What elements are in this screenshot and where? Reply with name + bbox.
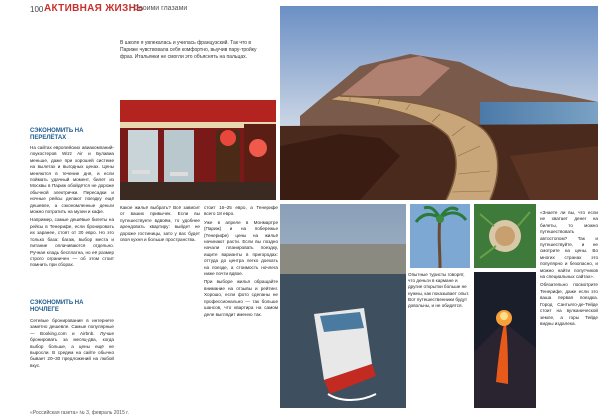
middle-left-text (120, 205, 200, 405)
pull-quote: В школе я увлекалась и училась французский. Так что в Париже чувствовала себя комфортно, выучив пару-тройку фраз. Итальянки не смогли это объяснять на пальцах. (120, 40, 257, 60)
coast-illustration (280, 6, 598, 200)
section-title: АКТИВНАЯ ЖИЗНЬ (44, 3, 144, 14)
right-column-text (540, 210, 598, 406)
coast-photo (280, 6, 598, 200)
page-footer: «Российская газета» № 3, февраль 2015 г. (30, 410, 129, 416)
middle-paragraph-1: Какое жильё выбрать? Всё зависит от ваших привычек. Если вы путешествуете вдвоём, то удобнее арендовать квартиру: выйдет не дороже гостиницы, зато у вас будет своя кухня и больше пространства. (120, 205, 200, 243)
boat-caption: Опытные туристы говорят, что деньги в кармане и другие открытки больше не нужны, как показывает опыт. Вот путешественники будут довольны, и не обидятся. (408, 272, 470, 309)
middle-paragraph-3: При выборе жилья обращайте внимание на отзывы и рейтинг. Хорошо, если фото сделаны не профессионально — так больше шансов, что квартира на самом деле выглядит именно так. (204, 279, 278, 317)
left-paragraph-3: Сетевые бронирования в интернете заметно дешевле. Самые популярные — Booking.com и Airbnb. Лучше бронировать за месяц-два, когда выбор больше, а цены ещё не выросли. В средем на сайте обычно бывает 20–30 предложений на любой вкус. (30, 318, 114, 368)
middle-paragraph-0: стоит 16–25 евро, а Тенерифе всего 18 евро. (204, 205, 278, 217)
volcano-photo (474, 272, 536, 408)
river-boat-photo (280, 204, 406, 408)
subhead-flights: СЭКОНОМИТЬ НА ПЕРЕЛЁТАХ (30, 128, 84, 141)
left-column-text-1 (30, 145, 114, 285)
plant-illustration (474, 204, 536, 268)
right-paragraph-2: Обязательно посмотрите Тенерифе, даже если это ваша первая поездка. Город Сантьяго-де-Тейде стоит на вулканической земле, а горы Тейде видны издалека. (540, 282, 598, 326)
section-subtitle: Своими глазами (134, 5, 188, 12)
cafe-photo (120, 100, 276, 200)
river-boat-illustration (280, 204, 406, 408)
left-paragraph-1: На сайтах европейских авиакомпаний-лоукостеров Wizz Air и Булавиа меньше, даже при хорошей системе на вылетах и выгодных ценах. Цены меняются в течение дня, и если поймать удачный момент, билет из Москвы в Париж обойдётся не дороже обычной электрички. Пересадки и ночные рейсы делают поездку ещё дешевле, а сэкономленные деньги можно потратить на музеи и кафе. (30, 145, 114, 215)
left-paragraph-2: Например, самые дешёвые билеты на рейсы в Тенерифе, если бронировать их заранее, стоят от 30 евро. Но это только база: багаж, выбор места и питание оплачиваются отдельно. Ручная кладь бесплатна, но её размер строго ограничен — об этом стоит помнить при сборах. (30, 217, 114, 268)
tree-illustration (410, 204, 470, 268)
plant-photo (474, 204, 536, 268)
tree-photo (410, 204, 470, 268)
page-number: 100 (30, 5, 44, 14)
left-column-text-2 (30, 318, 114, 406)
volcano-illustration (474, 272, 536, 408)
subhead-lodging: СЭКОНОМИТЬ НА НОЧЛЕГЕ (30, 300, 84, 313)
cafe-illustration (120, 100, 276, 200)
right-paragraph-1: «Знаете ли вы, что если не хватает денег на билеты, то можно путешествовать автостопом? Так и путешествуйте, и не смотрите на цены. Во многих странах это популярно и безопасно, и можно найти попутчиков на специальных сайтах». (540, 210, 598, 280)
middle-paragraph-2: Уже в апреле в Монмартре (Париж) и на побережье (Тенерифе) цены на жильё начинают расти. Если вы поздно начали планировать поездку, ищите варианты в пригородах: оттуда до центра легко доехать на поезде, а стоимость ночлега ниже почти вдвое. (204, 219, 278, 277)
middle-column-text (204, 205, 278, 405)
